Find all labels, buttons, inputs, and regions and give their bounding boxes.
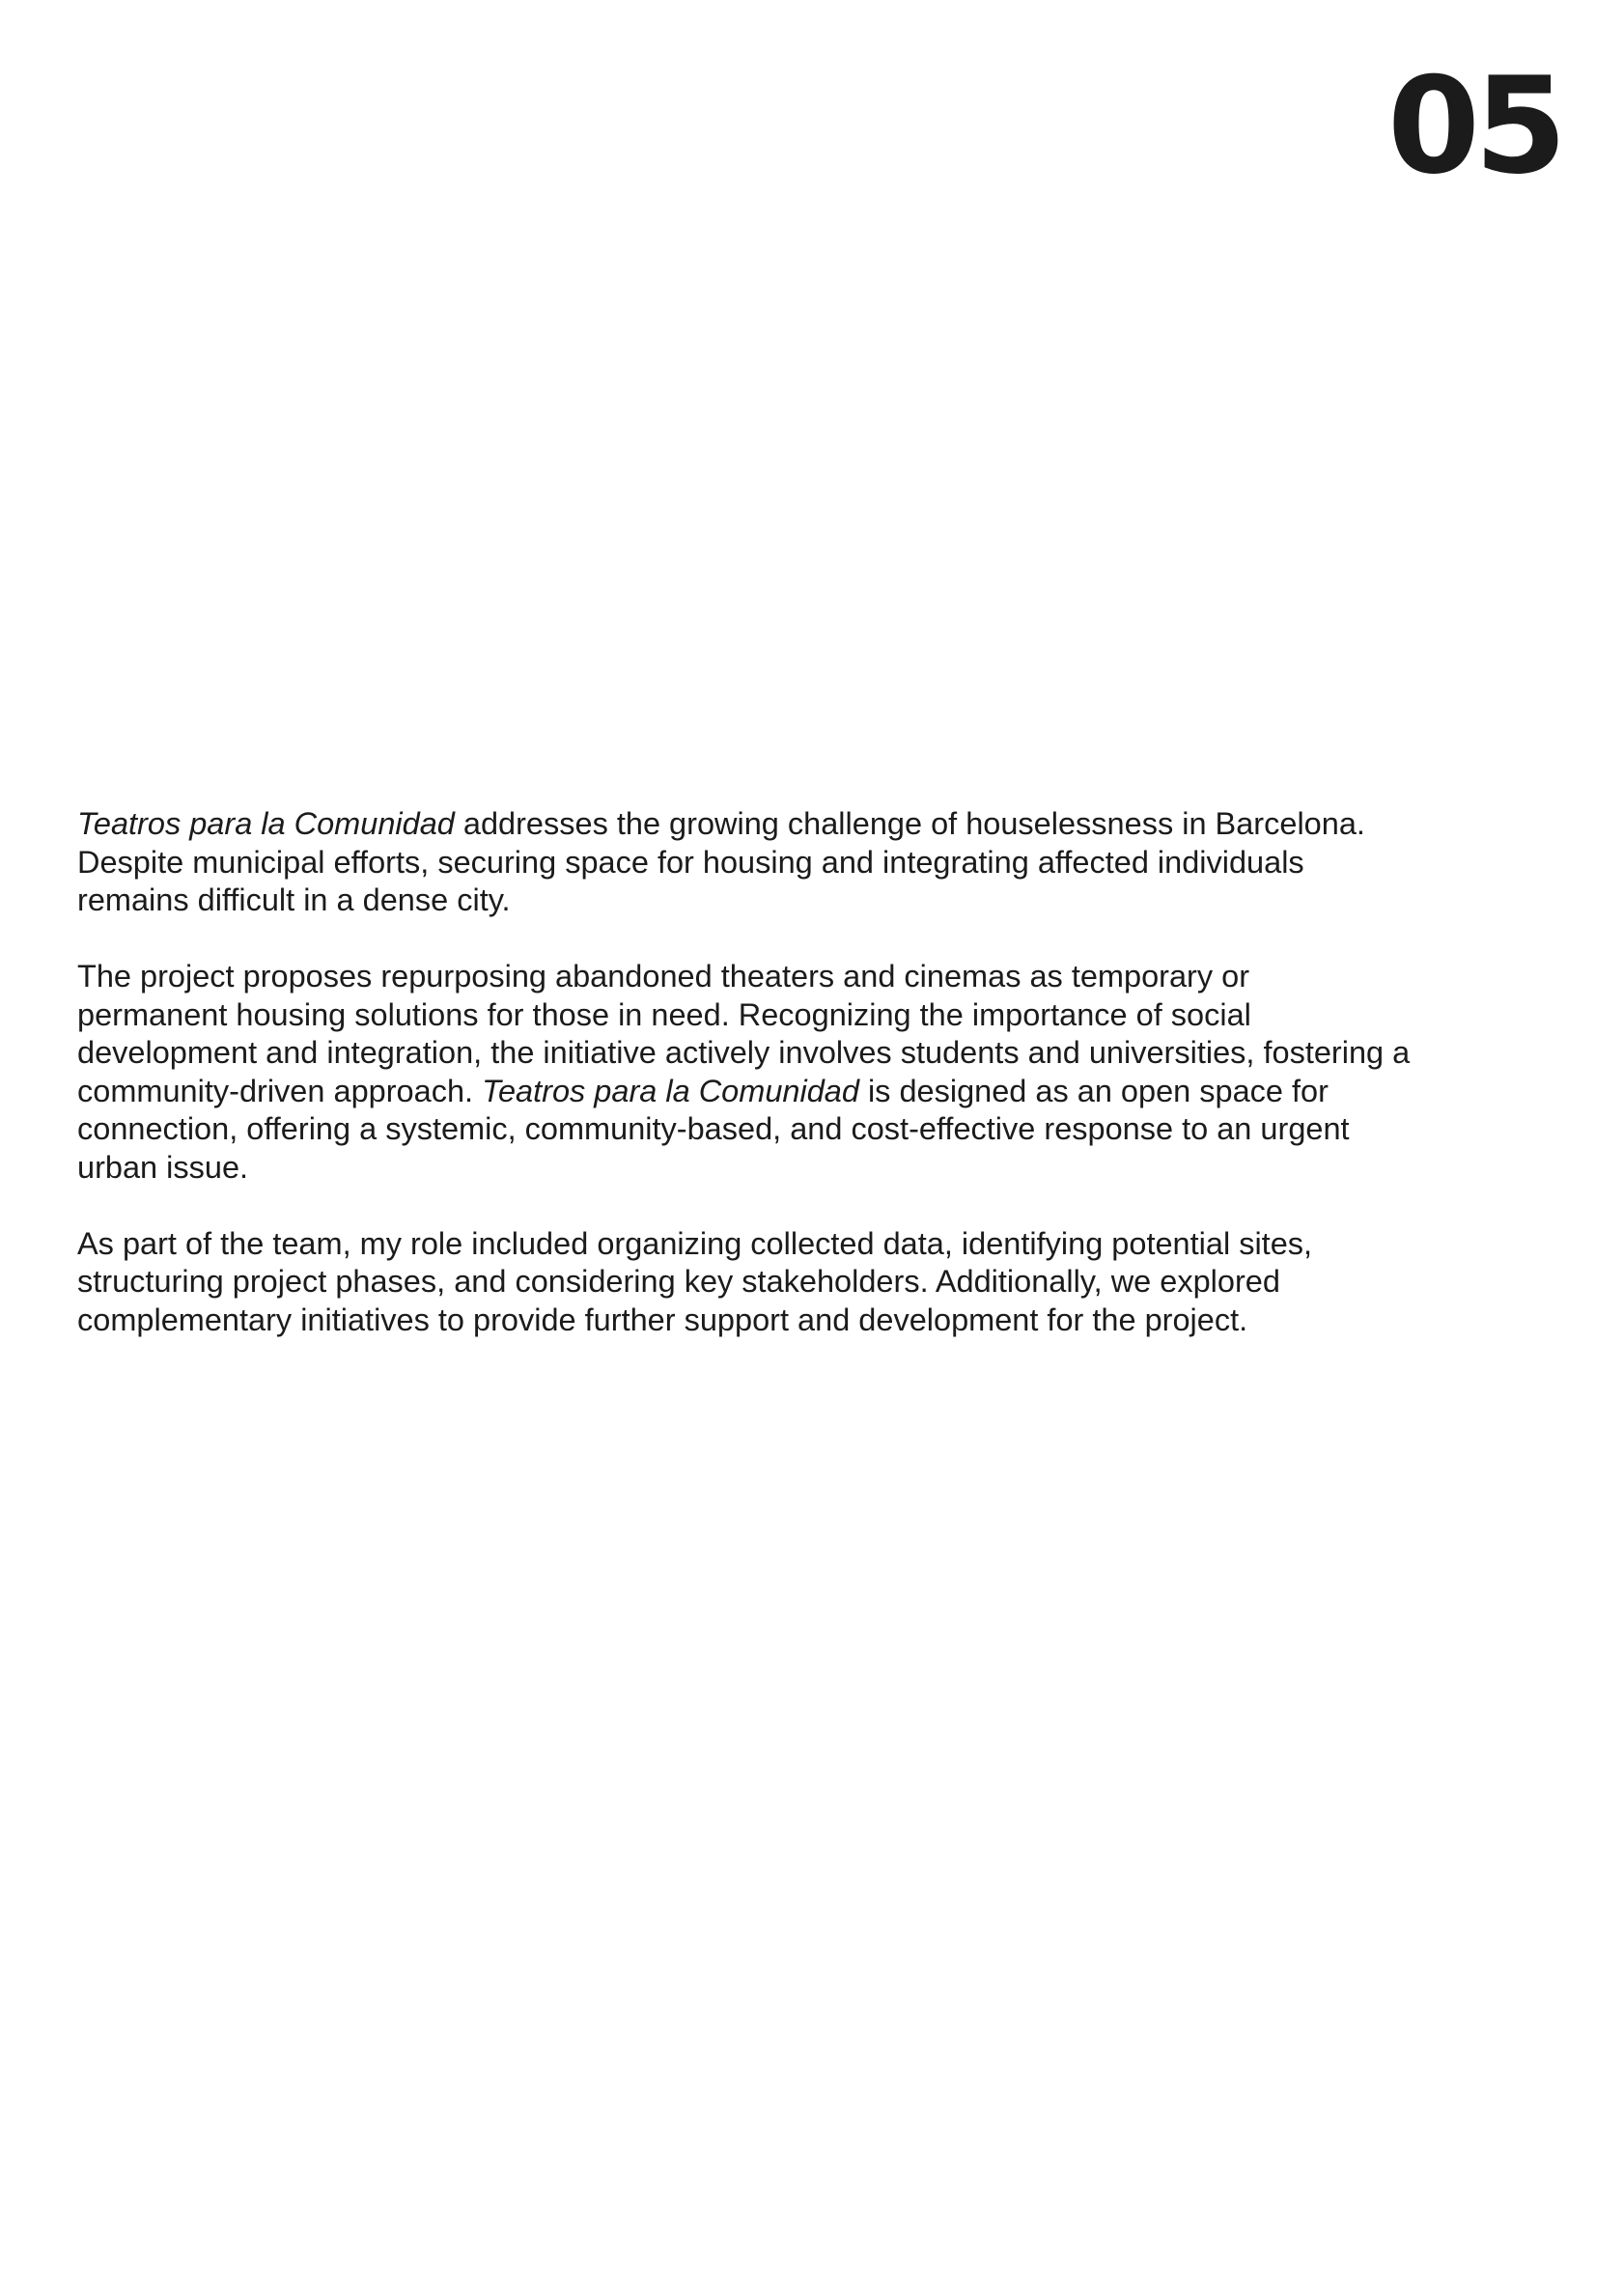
text-line: complementary initiatives to provide further support and development for the project. (77, 1302, 1248, 1337)
text-line: Despite municipal efforts, securing space for housing and integrating affected individuals (77, 844, 1304, 880)
paragraph-proposal (77, 958, 1583, 1187)
text-line: structuring project phases, and considering key stakeholders. Additionally, we explored (77, 1264, 1280, 1299)
text-line: As part of the team, my role included organizing collected data, identifying potential sites, (77, 1225, 1313, 1261)
paragraph-intro (77, 805, 1583, 920)
text-line: remains difficult in a dense city. (77, 882, 511, 917)
paragraph-role (77, 1225, 1583, 1340)
text-line: permanent housing solutions for those in need. Recognizing the importance of social (77, 996, 1251, 1032)
page-number: 05 (1386, 48, 1561, 204)
project-title: Teatros para la Comunidad (482, 1073, 859, 1108)
text-line: urban issue. (77, 1149, 249, 1185)
body-text (77, 805, 1583, 1378)
text-line: Teatros para la Comunidad addresses the growing challenge of houselessness in Barcelona. (77, 806, 1365, 841)
text-line: development and integration, the initiative actively involves students and universities, fostering a (77, 1035, 1411, 1070)
text-line: The project proposes repurposing abandoned theaters and cinemas as temporary or (77, 959, 1250, 994)
text-line: community-driven approach. Teatros para la Comunidad is designed as an open space for (77, 1073, 1329, 1108)
project-title: Teatros para la Comunidad (77, 806, 455, 841)
text-line: connection, offering a systemic, community-based, and cost-effective response to an urgent (77, 1111, 1350, 1146)
